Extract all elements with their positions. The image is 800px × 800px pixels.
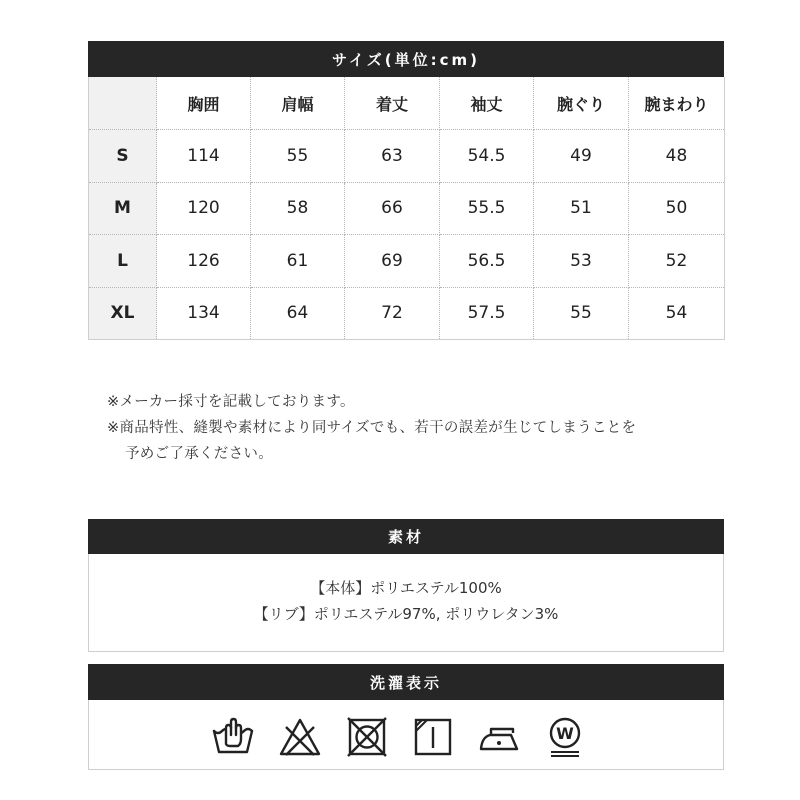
table-cell: 48 xyxy=(629,130,725,183)
table-cell: 134 xyxy=(157,287,251,340)
size-label: XL xyxy=(89,287,157,340)
table-cell: 57.5 xyxy=(440,287,534,340)
table-cell: 52 xyxy=(629,235,725,288)
table-cell: 49 xyxy=(534,130,629,183)
column-header: 腕まわり xyxy=(629,77,725,130)
column-header: 肩幅 xyxy=(251,77,345,130)
table-cell: 55 xyxy=(534,287,629,340)
table-cell: 66 xyxy=(345,182,440,235)
table-cell: 114 xyxy=(157,130,251,183)
no-bleach-icon xyxy=(278,715,322,759)
size-section-title: サイズ(単位:cm) xyxy=(331,50,481,69)
table-cell: 53 xyxy=(534,235,629,288)
material-body-line: 【本体】ポリエステル100% xyxy=(310,579,502,597)
table-cell: 72 xyxy=(345,287,440,340)
column-header: 袖丈 xyxy=(440,77,534,130)
measurement-note: ※メーカー採寸を記載しております。 xyxy=(107,394,355,410)
table-cell: 54.5 xyxy=(440,130,534,183)
material-box xyxy=(88,554,724,652)
size-table-corner xyxy=(89,77,157,130)
table-cell: 51 xyxy=(534,182,629,235)
table-cell: 126 xyxy=(157,235,251,288)
variance-note-continued: 予めご了承ください。 xyxy=(125,446,273,462)
size-label: L xyxy=(89,235,157,288)
table-cell: 63 xyxy=(345,130,440,183)
care-section-title: 洗濯表示 xyxy=(369,673,442,692)
wet-clean-letter: W xyxy=(556,724,574,743)
table-row xyxy=(89,182,725,235)
material-rib-line: 【リブ】ポリエステル97%, ポリウレタン3% xyxy=(253,605,559,623)
table-row xyxy=(89,235,725,288)
column-header: 着丈 xyxy=(345,77,440,130)
hand-wash-icon xyxy=(211,715,255,759)
material-section-title: 素材 xyxy=(387,528,424,546)
table-cell: 61 xyxy=(251,235,345,288)
column-header: 腕ぐり xyxy=(534,77,629,130)
size-table xyxy=(88,77,725,340)
table-cell: 55.5 xyxy=(440,182,534,235)
table-row xyxy=(89,287,725,340)
size-table-header-row xyxy=(89,77,725,130)
size-label: S xyxy=(89,130,157,183)
variance-note: ※商品特性、縫製や素材により同サイズでも、若干の誤差が生じてしまうことを xyxy=(107,420,637,436)
no-tumble-dry-icon xyxy=(345,715,389,759)
table-cell: 55 xyxy=(251,130,345,183)
care-section-header xyxy=(88,664,724,700)
table-row xyxy=(89,130,725,183)
table-cell: 58 xyxy=(251,182,345,235)
column-header: 胸囲 xyxy=(157,77,251,130)
line-dry-shade-icon xyxy=(411,715,455,759)
material-section-header xyxy=(88,519,724,554)
size-label: M xyxy=(89,182,157,235)
size-section-header xyxy=(88,41,724,77)
iron-low-icon xyxy=(477,715,521,759)
table-cell: 56.5 xyxy=(440,235,534,288)
care-symbols-box xyxy=(88,700,724,770)
wet-clean-icon xyxy=(543,715,587,759)
table-cell: 120 xyxy=(157,182,251,235)
table-cell: 69 xyxy=(345,235,440,288)
table-cell: 64 xyxy=(251,287,345,340)
table-cell: 54 xyxy=(629,287,725,340)
table-cell: 50 xyxy=(629,182,725,235)
